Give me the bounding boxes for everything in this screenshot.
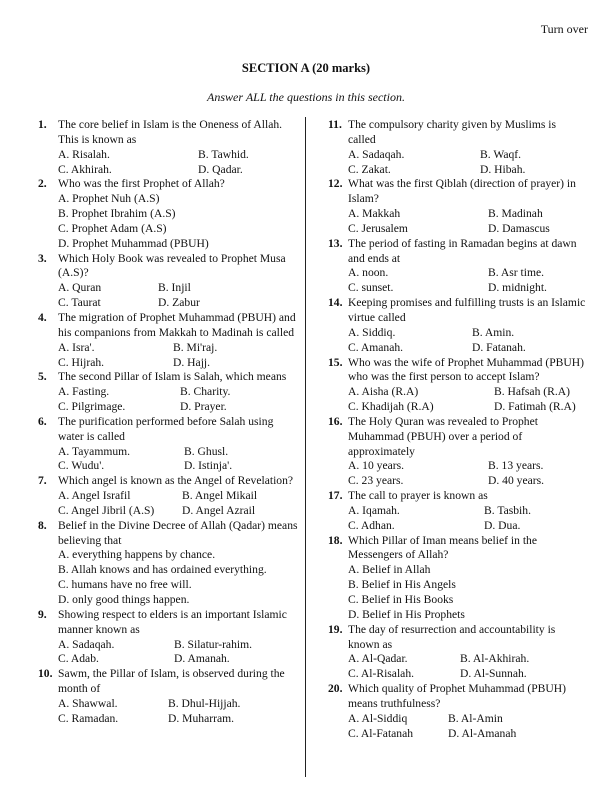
question-text: The second Pillar of Islam is Salah, which means	[58, 370, 287, 384]
question-text: Who was the wife of Prophet Muhammad (PBUH) who was the first person to accept Islam?	[348, 355, 585, 384]
option-a: A. Quran	[58, 281, 102, 295]
right-column	[328, 118, 586, 741]
option-c: C. Hijrah.	[58, 355, 105, 369]
question-text: The period of fasting in Ramadan begins at dawn and ends at	[348, 236, 577, 265]
option-a: A. everything happens by chance.	[58, 548, 216, 562]
question-text: Showing respect to elders is an important Islamic manner known as	[58, 607, 287, 636]
option-c: C. 23 years.	[348, 474, 404, 488]
question-text: Who was the first Prophet of Allah?	[58, 177, 225, 191]
question-text: The day of resurrection and accountability is known as	[348, 622, 556, 651]
option-b: B. Amin.	[472, 325, 515, 339]
question-number: 9.	[38, 607, 47, 621]
option-d: D. Fatimah (R.A)	[494, 400, 576, 414]
question-number: 3.	[38, 251, 47, 265]
option-a: A. Sadaqah.	[348, 147, 405, 161]
option-b: B. Al-Amin	[448, 711, 503, 725]
option-d: D. Prophet Muhammad (PBUH)	[58, 236, 209, 250]
option-b: B. Prophet Ibrahim (A.S)	[58, 207, 176, 221]
option-b: B. 13 years.	[488, 459, 544, 473]
question-number: 14.	[328, 296, 343, 310]
option-b: B. Injil	[158, 281, 191, 295]
question-number: 19.	[328, 622, 343, 636]
option-d: D. Fatanah.	[472, 340, 526, 354]
option-c: C. sunset.	[348, 281, 394, 295]
option-d: D. Hajj.	[173, 355, 211, 369]
question-7	[38, 474, 300, 519]
question-text: Which quality of Prophet Muhammad (PBUH) means truthfulness?	[348, 682, 566, 710]
question-number: 4.	[38, 310, 47, 324]
option-a: A. Tayammum.	[58, 444, 131, 458]
option-a: A. Risalah.	[58, 147, 110, 161]
question-number: 16.	[328, 414, 343, 428]
question-19	[328, 623, 586, 682]
option-d: D. Damascus	[488, 221, 550, 235]
option-d: D. only good things happen.	[58, 593, 190, 606]
option-c: C. Zakat.	[348, 162, 391, 176]
option-d: D. Angel Azrail	[182, 503, 256, 517]
question-text: The Holy Quran was revealed to Prophet Muhammad (PBUH) over a period of approximately	[348, 414, 538, 458]
question-text: Sawm, the Pillar of Islam, is observed during the month of	[58, 667, 285, 696]
option-c: C. Adhan.	[348, 518, 395, 532]
option-d: D. Belief in His Prophets	[348, 607, 465, 621]
option-c: C. Ramadan.	[58, 711, 119, 725]
question-number: 1.	[38, 118, 47, 131]
question-number: 13.	[328, 236, 343, 250]
question-18	[328, 534, 586, 623]
question-16	[328, 415, 586, 489]
option-a: A. Al-Siddiq	[348, 711, 408, 725]
question-text: Which Pillar of Iman means belief in the Messengers of Allah?	[348, 533, 537, 562]
question-20	[328, 682, 586, 741]
option-a: A. Makkah	[348, 207, 401, 221]
question-number: 6.	[38, 414, 47, 428]
question-text: The call to prayer is known as	[348, 489, 488, 503]
option-a: A. 10 years.	[348, 459, 405, 473]
option-d: D. 40 years.	[488, 474, 545, 488]
question-text: The purification performed before Salah using water is called	[58, 414, 274, 443]
option-c: C. Al-Risalah.	[348, 667, 415, 681]
option-a: A. Isra'.	[58, 340, 95, 354]
question-13	[328, 237, 586, 296]
question-text: Which Holy Book was revealed to Prophet Musa (A.S)?	[58, 251, 286, 280]
option-c: C. Wudu'.	[58, 459, 105, 473]
option-b: B. Angel Mikail	[182, 489, 258, 503]
option-b: B. Ghusl.	[184, 444, 229, 458]
question-14	[328, 296, 586, 355]
left-column	[38, 118, 300, 727]
question-number: 12.	[328, 177, 343, 191]
option-b: B. Asr time.	[488, 266, 545, 280]
option-a: A. Shawwal.	[58, 696, 118, 710]
question-11	[328, 118, 586, 177]
option-c: C. humans have no free will.	[58, 578, 192, 592]
option-a: A. Fasting.	[58, 385, 110, 399]
question-text: The core belief in Islam is the Oneness of Allah. This is known as	[58, 118, 283, 146]
question-number: 18.	[328, 533, 343, 547]
question-10	[38, 667, 300, 726]
question-9	[38, 608, 300, 667]
question-number: 8.	[38, 518, 47, 532]
question-number: 15.	[328, 355, 343, 369]
option-a: A. Prophet Nuh (A.S)	[58, 192, 160, 206]
question-number: 7.	[38, 474, 47, 488]
question-number: 17.	[328, 489, 343, 503]
question-15	[328, 356, 586, 415]
turn-over-note: Turn over	[540, 22, 588, 36]
question-number: 2.	[38, 177, 47, 191]
question-5	[38, 370, 300, 415]
question-number: 10.	[38, 667, 53, 681]
option-b: B. Waqf.	[480, 147, 522, 161]
option-c: C. Belief in His Books	[348, 593, 454, 606]
option-c: C. Akhirah.	[58, 162, 112, 176]
option-b: B. Silatur-rahim.	[174, 637, 253, 651]
option-b: B. Tawhid.	[198, 147, 249, 161]
option-b: B. Al-Akhirah.	[460, 652, 530, 666]
option-b: B. Hafsah (R.A)	[494, 385, 570, 399]
option-d: D. Al-Amanah	[448, 726, 517, 740]
option-c: C. Prophet Adam (A.S)	[58, 221, 167, 235]
option-b: B. Allah knows and has ordained everything.	[58, 563, 267, 577]
section-title: SECTION A (20 marks)	[241, 61, 371, 75]
option-b: B. Mi'raj.	[173, 340, 218, 354]
question-4	[38, 311, 300, 370]
option-d: D. Qadar.	[198, 162, 243, 176]
question-number: 20.	[328, 682, 343, 696]
option-c: C. Adab.	[58, 652, 99, 666]
question-1	[38, 118, 300, 177]
option-b: B. Dhul-Hijjah.	[168, 696, 241, 710]
option-d: D. Prayer.	[180, 400, 227, 414]
question-12	[328, 177, 586, 236]
option-d: D. Zabur	[158, 296, 200, 310]
option-a: A. Aisha (R.A)	[348, 385, 419, 399]
question-number: 5.	[38, 370, 47, 384]
option-d: D. Dua.	[484, 518, 521, 532]
column-divider	[305, 117, 306, 777]
option-a: A. Siddiq.	[348, 325, 396, 339]
question-text: Belief in the Divine Decree of Allah (Qadar) means believing that	[58, 518, 298, 547]
option-d: D. Amanah.	[174, 652, 230, 666]
option-a: A. Belief in Allah	[348, 563, 431, 577]
question-2	[38, 177, 300, 251]
question-number: 11.	[328, 118, 342, 131]
option-c: C. Amanah.	[348, 340, 404, 354]
option-c: C. Jerusalem	[348, 221, 408, 235]
option-c: C. Khadijah (R.A)	[348, 400, 434, 414]
option-c: C. Angel Jibril (A.S)	[58, 503, 155, 517]
option-d: D. Hibah.	[480, 162, 526, 176]
question-17	[328, 489, 586, 534]
option-b: B. Madinah	[488, 207, 543, 221]
question-3	[38, 252, 300, 311]
question-8	[38, 519, 300, 608]
question-text: The compulsory charity given by Muslims is called	[348, 118, 557, 146]
option-b: B. Belief in His Angels	[348, 578, 456, 592]
option-a: A. Al-Qadar.	[348, 652, 408, 666]
option-d: D. midnight.	[488, 281, 547, 295]
question-6	[38, 415, 300, 474]
question-text: Keeping promises and fulfilling trusts is an Islamic virtue called	[348, 296, 586, 324]
option-c: C. Pilgrimage.	[58, 400, 126, 414]
option-a: A. Iqamah.	[348, 503, 400, 517]
question-text: What was the first Qiblah (direction of prayer) in Islam?	[348, 177, 576, 206]
option-a: A. Sadaqah.	[58, 637, 115, 651]
option-d: D. Al-Sunnah.	[460, 667, 527, 681]
section-instruction: Answer ALL the questions in this section.	[207, 90, 405, 104]
option-a: A. noon.	[348, 266, 389, 280]
question-text: Which angel is known as the Angel of Revelation?	[58, 474, 294, 488]
option-c: C. Al-Fatanah	[348, 726, 414, 740]
option-b: B. Charity.	[180, 385, 231, 399]
option-a: A. Angel Israfil	[58, 489, 131, 503]
option-c: C. Taurat	[58, 296, 101, 310]
option-b: B. Tasbih.	[484, 503, 531, 517]
question-text: The migration of Prophet Muhammad (PBUH) and his companions from Makkah to Madinah is called	[58, 310, 296, 339]
option-d: D. Istinja'.	[184, 459, 233, 473]
option-d: D. Muharram.	[168, 711, 235, 725]
